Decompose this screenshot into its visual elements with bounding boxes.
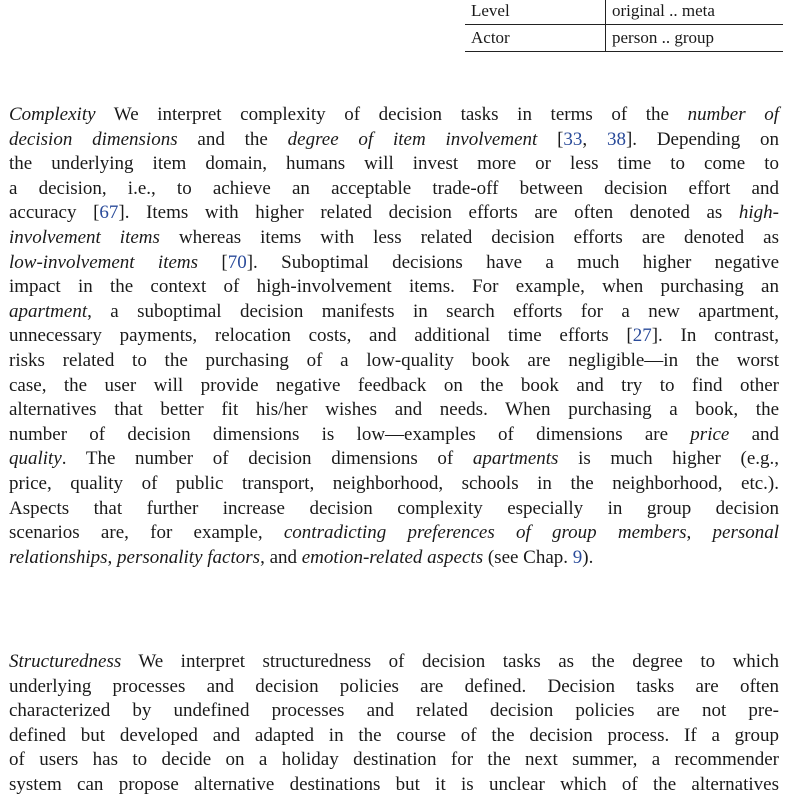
text-line: [9, 748, 779, 773]
text-run: case, the user will provide negative feedback on the book and try to find other: [9, 374, 779, 396]
text-run: ).: [582, 546, 594, 568]
text-line: [9, 177, 779, 202]
table-row: [465, 0, 783, 25]
text-run: decision dimensions: [9, 128, 178, 150]
text-run: emotion-related aspects: [301, 546, 484, 568]
citation-link[interactable]: 38: [606, 128, 626, 150]
text-run: ,: [582, 128, 607, 150]
text-line: [9, 724, 779, 749]
text-line: [9, 103, 779, 128]
text-line: [9, 251, 779, 276]
text-run: apartments: [472, 448, 559, 470]
text-run: ,: [686, 522, 713, 544]
text-line: [9, 675, 779, 700]
text-run: , a suboptimal decision manifests in search efforts for a new apartment,: [87, 300, 779, 322]
structuredness-paragraph: [9, 650, 779, 798]
text-line: [9, 152, 779, 177]
text-run: , and: [260, 546, 302, 568]
text-run: price: [690, 423, 730, 445]
text-run: We interpret complexity of decision tasks in terms of the: [95, 104, 688, 125]
text-run: personality factors: [117, 546, 261, 568]
text-run: alternatives that better fit his/her wishes and needs. When purchasing a book, the: [9, 399, 779, 421]
text-run: a decision, i.e., to achieve an acceptable trade-off between decision effort and: [9, 177, 779, 199]
text-line: [9, 546, 779, 571]
text-run: [: [198, 251, 228, 273]
section-heading: Structuredness: [9, 651, 122, 672]
text-line: [9, 447, 779, 472]
text-run: ,: [107, 546, 118, 568]
section-heading: Complexity: [9, 104, 96, 125]
text-line: [9, 275, 779, 300]
text-run: [: [537, 128, 564, 150]
table-row: [465, 25, 783, 52]
table-cell-value: person .. group: [606, 25, 784, 52]
text-run: and the: [177, 128, 288, 150]
text-line: [9, 300, 779, 325]
text-run: number of decision dimensions is low—examples of dimensions are: [9, 423, 691, 445]
text-run: whereas items with less related decision efforts are denoted as: [159, 226, 779, 248]
text-run: We interpret structuredness of decision tasks as the degree to which: [121, 651, 779, 672]
text-run: . The number of decision dimensions of: [61, 448, 473, 470]
text-line: [9, 201, 779, 226]
text-line: [9, 398, 779, 423]
text-run: impact in the context of high-involvement items. For example, when purchasing an: [9, 276, 779, 298]
attribute-table-grid: [465, 0, 783, 52]
text-line: [9, 699, 779, 724]
citation-link[interactable]: 27: [632, 325, 652, 347]
text-run: ]. Suboptimal decisions have a much higher negative: [246, 251, 779, 273]
text-line: [9, 374, 779, 399]
citation-link[interactable]: 67: [99, 202, 119, 224]
citation-link[interactable]: 70: [227, 251, 247, 273]
text-run: ]. Items with higher related decision efforts are often denoted as: [118, 202, 739, 224]
citation-link[interactable]: 9: [572, 546, 583, 568]
text-run: characterized by undefined processes and related decision policies are not pre-: [9, 700, 779, 722]
table-cell-attribute: Actor: [465, 25, 606, 52]
text-run: low-involvement items: [9, 251, 199, 273]
citation-link[interactable]: 33: [563, 128, 583, 150]
text-run: personal: [712, 522, 780, 544]
text-line: [9, 497, 779, 522]
text-line: [9, 773, 779, 798]
attribute-table: [465, 0, 783, 52]
text-line: [9, 324, 779, 349]
text-run: degree of item involvement: [287, 128, 538, 150]
text-run: risks related to the purchasing of a low-quality book are negligible—in the worst: [9, 349, 779, 371]
table-cell-attribute: Level: [465, 0, 606, 25]
text-run: the underlying item domain, humans will invest more or less time to come to: [9, 153, 779, 175]
text-run: apartment: [9, 300, 88, 322]
text-run: of users has to decide on a holiday destination for the next summer, a recommender: [9, 749, 779, 771]
text-run: accuracy [: [9, 202, 100, 224]
text-run: defined but developed and adapted in the course of the decision process. If a group: [9, 724, 779, 746]
table-cell-value: original .. meta: [606, 0, 784, 25]
text-run: (see Chap.: [483, 546, 573, 568]
text-run: ]. In contrast,: [651, 325, 779, 347]
text-run: unnecessary payments, relocation costs, and additional time efforts [: [9, 325, 633, 347]
text-line: [9, 650, 779, 675]
text-run: involvement items: [9, 226, 160, 248]
text-run: high-: [738, 202, 779, 224]
text-run: is much higher (e.g.,: [558, 448, 779, 470]
complexity-paragraph: [9, 103, 779, 570]
text-line: [9, 128, 779, 153]
text-run: and: [729, 423, 780, 445]
text-run: quality: [9, 448, 62, 470]
text-run: contradicting preferences of group members: [283, 522, 687, 544]
text-line: [9, 423, 779, 448]
text-run: scenarios are, for example,: [9, 522, 284, 544]
text-line: [9, 349, 779, 374]
text-line: [9, 472, 779, 497]
text-run: price, quality of public transport, neighborhood, schools in the neighborhood, etc.).: [9, 472, 779, 494]
text-run: number of: [687, 104, 779, 125]
text-run: Aspects that further increase decision complexity especially in group decision: [9, 497, 779, 519]
text-run: underlying processes and decision policies are defined. Decision tasks are often: [9, 675, 779, 697]
text-run: system can propose alternative destinations but it is unclear which of the alternatives: [9, 773, 779, 795]
text-line: [9, 521, 779, 546]
text-line: [9, 226, 779, 251]
text-run: ]. Depending on: [625, 128, 779, 150]
text-run: relationships: [9, 546, 108, 568]
